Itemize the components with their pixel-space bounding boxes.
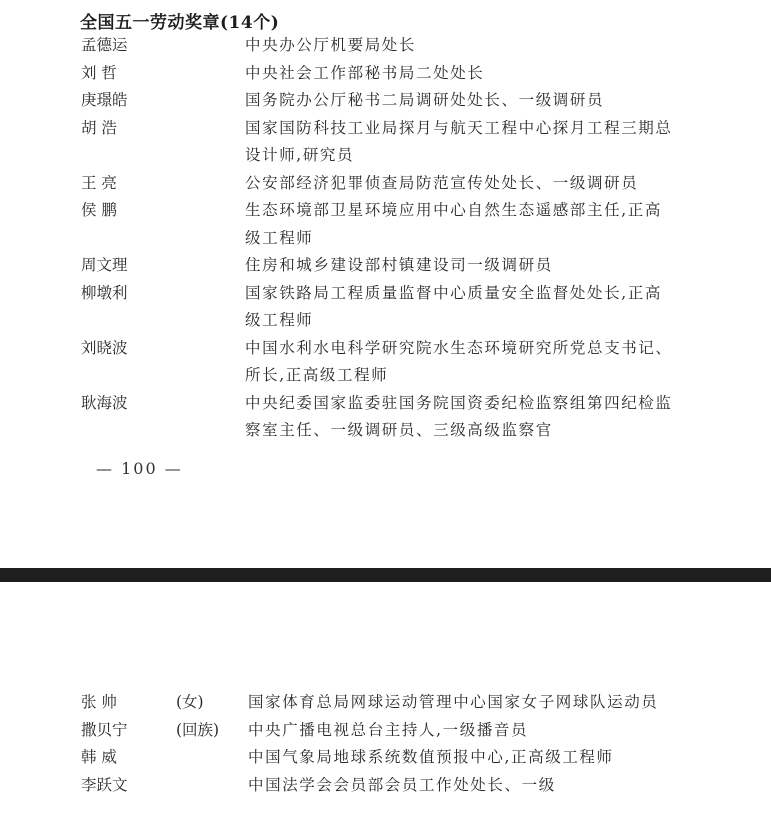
person-position: 中央社会工作部秘书局二处处长 — [245, 63, 485, 82]
person-name: 耿海波 — [81, 393, 128, 412]
list-item — [0, 772, 771, 800]
page-number: — 100 — — [96, 459, 183, 478]
person-tag: (女) — [176, 693, 204, 711]
award-list — [0, 32, 771, 445]
person-name: 撒贝宁 — [81, 720, 128, 739]
person-position: 中央纪委国家监委驻国务院国资委纪检监察组第四纪检监察室主任、一级调研员、三级高级监察官 — [245, 393, 673, 439]
list-item — [0, 280, 771, 335]
person-position: 中央广播电视总台主持人,一级播音员 — [248, 720, 529, 739]
person-position: 国家铁路局工程质量监督中心质量安全监督处处长,正高级工程师 — [245, 283, 662, 329]
list-item — [0, 60, 771, 88]
list-item — [0, 87, 771, 115]
person-position: 中国法学会会员部会员工作处处长、一级 — [248, 775, 556, 794]
person-name: 王 亮 — [81, 173, 117, 192]
person-name: 张 帅 — [81, 693, 117, 711]
person-name: 胡 浩 — [81, 118, 117, 137]
person-name: 韩 威 — [81, 748, 117, 766]
list-item — [0, 335, 771, 390]
section-title: 全国五一劳动奖章(14个) — [80, 13, 280, 33]
document-page-lower — [0, 582, 771, 832]
person-name: 庚璟皓 — [81, 91, 128, 109]
list-item — [0, 689, 771, 717]
person-position: 国务院办公厅秘书二局调研处处长、一级调研员 — [245, 91, 605, 109]
person-position: 公安部经济犯罪侦查局防范宣传处处长、一级调研员 — [245, 173, 639, 192]
person-name: 周文理 — [81, 256, 128, 274]
person-name: 柳墩利 — [81, 283, 128, 302]
person-tag: (回族) — [176, 720, 220, 739]
list-item — [0, 32, 771, 60]
list-item — [0, 717, 771, 745]
person-position: 国家国防科技工业局探月与航天工程中心探月工程三期总设计师,研究员 — [245, 118, 673, 164]
person-position: 生态环境部卫星环境应用中心自然生态遥感部主任,正高级工程师 — [245, 201, 662, 247]
person-position: 住房和城乡建设部村镇建设司一级调研员 — [245, 256, 553, 274]
list-item — [0, 252, 771, 280]
award-list-continued — [0, 689, 771, 799]
person-name: 刘晓波 — [81, 338, 128, 357]
person-name: 侯 鹏 — [81, 201, 117, 219]
person-position: 中国水利水电科学研究院水生态环境研究所党总支书记、所长,正高级工程师 — [245, 338, 673, 384]
list-item — [0, 197, 771, 252]
page-divider — [0, 568, 771, 582]
list-item — [0, 115, 771, 170]
person-name: 孟德运 — [81, 36, 128, 54]
person-position: 中国气象局地球系统数值预报中心,正高级工程师 — [248, 748, 614, 766]
list-item — [0, 390, 771, 445]
person-name: 李跃文 — [81, 775, 128, 794]
person-position: 国家体育总局网球运动管理中心国家女子网球队运动员 — [248, 693, 659, 711]
list-item — [0, 170, 771, 198]
person-position: 中央办公厅机要局处长 — [245, 36, 417, 54]
list-item — [0, 744, 771, 772]
person-name: 刘 哲 — [81, 63, 117, 82]
